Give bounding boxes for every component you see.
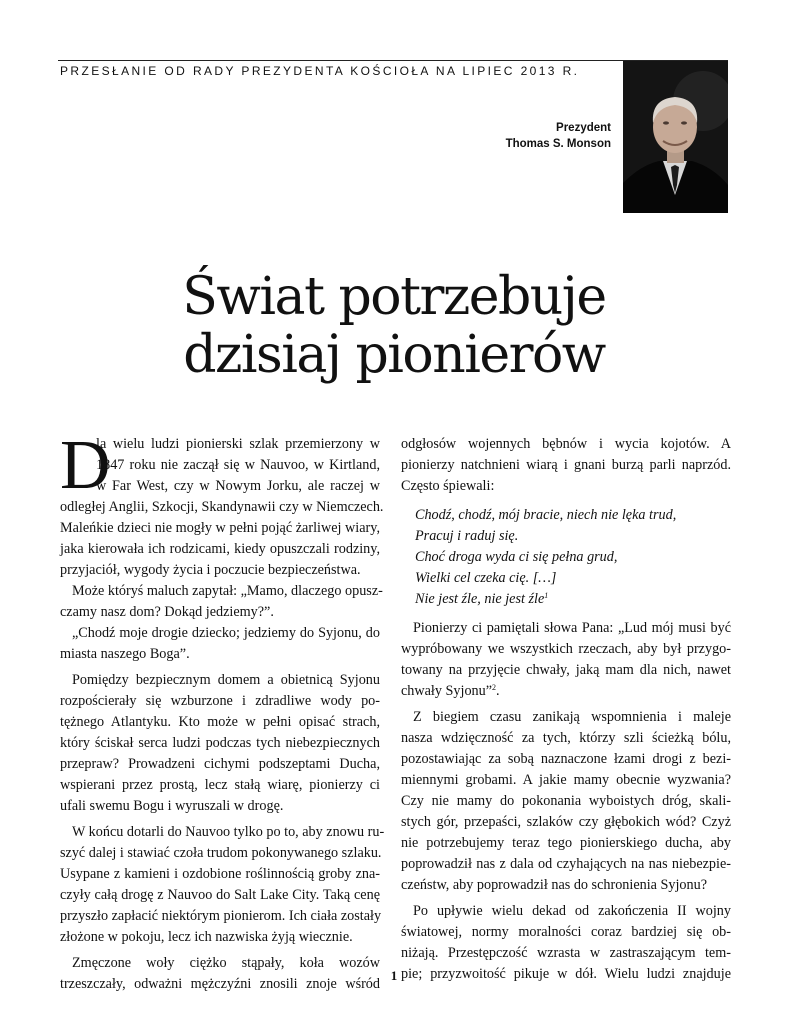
text-line: Czy nie mamy do pokonania wyboistych dróg, skali- <box>401 793 731 809</box>
text-line: przepraw? Prowadzeni cichymi podszeptami Ducha, <box>60 756 380 772</box>
poem-last-line: Nie jest źle, nie jest źle <box>415 591 545 607</box>
text-line: przyszło zapłacić niektórym pionierom. Ich ciała zostały <box>60 908 382 924</box>
poem-line: Wielki cel czeka cię. […] <box>415 570 557 586</box>
title-line-2: dzisiaj pionierów <box>183 325 605 385</box>
text-line: odległej Anglii, Szkocji, Skandynawii czy w Niemczech. <box>60 499 384 515</box>
drop-cap: D <box>60 427 111 504</box>
poem-line <box>401 589 731 610</box>
p1-period: . <box>496 683 500 699</box>
text-line: nie potrzebujemy teraz tego pionierskiego ducha, aby <box>401 835 731 851</box>
text-line: „Chodź moje drogie dziecko; jedziemy do Syjonu, do <box>72 625 380 641</box>
text-line: tężnego Atlantyku. Kto może w pełni opisać strach, <box>60 714 380 730</box>
footnote-ref-2: 2 <box>492 683 497 692</box>
text-line: Maleńkie dzieci nie mogły w pełni pojąć żarliwej wiary, <box>60 520 380 536</box>
left-column <box>60 427 385 995</box>
text-line: światowej, normy moralności coraz bardziej się ob- <box>401 924 731 940</box>
text-line: Pomiędzy bezpiecznym domem a obietnicą Syjonu <box>72 672 380 688</box>
text-line: Po upływie wielu dekad od zakończenia II wojny <box>413 903 731 919</box>
text-line: czyły całą drogę z Nauvoo do Salt Lake City. Taką cenę <box>60 887 380 903</box>
author-role: Prezydent <box>556 122 611 134</box>
text-line: nasza wdzięczność za tych, którzy szli ścieżką bólu, <box>401 730 731 746</box>
text-line: poprowadził nas z dala od czyhających na nas niebezpie- <box>401 856 731 872</box>
text-line: wypróbowany we wszystkich rzeczach, aby był przygo- <box>401 641 731 657</box>
author-name: Thomas S. Monson <box>505 138 611 150</box>
text-line: rozpościerały się wzburzone i zdradliwe wody po- <box>60 693 380 709</box>
text-line: pionierzy natchnieni wiarą i gnani burzą parli naprzód. <box>401 457 731 473</box>
text-line: który ściskał serca ludzi podczas tych niebezpiecznych <box>60 735 380 751</box>
article-title <box>0 268 788 384</box>
text-line: złożone w pokoju, lecz ich nazwiska żyją wiecznie. <box>60 929 353 945</box>
text-line: odgłosów wojennych bębnów i wycia kojotów. A <box>401 436 731 452</box>
text-line: jaka kierowała ich rodzicami, kiedy opuszczali rodziny, <box>60 541 380 557</box>
footnote-ref-1: 1 <box>544 591 549 600</box>
text-line: Z biegiem czasu zanikają wspomnienia i maleje <box>413 709 731 725</box>
author-byline <box>506 120 611 152</box>
poem-line: Chodź, chodź, mój bracie, niech nie lęka trud, <box>415 507 677 523</box>
message-kicker: PRZESŁANIE OD RADY PREZYDENTA KOŚCIOŁA NA LIPIEC 2013 R. <box>60 64 580 78</box>
poem-line: Choć droga wyda ci się pełna grud, <box>415 549 618 565</box>
text-line: ufali swemu Bogu i wyruszali w drogę. <box>60 798 284 814</box>
text-line: miasta naszego Boga”. <box>60 646 190 662</box>
author-portrait <box>623 61 728 213</box>
text-line: wspierani przez prostą, lecz stałą wiarę, pionierzy ci <box>60 777 380 793</box>
text-line <box>401 681 731 702</box>
text-line: Często śpiewali: <box>401 478 495 494</box>
text-line: Może któryś maluch zapytał: „Mamo, dlaczego opusz- <box>72 583 383 599</box>
title-line-1: Świat potrzebuje <box>182 267 606 327</box>
text-line: czamy nasz dom? Dokąd jedziemy?”. <box>60 604 274 620</box>
right-column <box>401 434 731 985</box>
text-line: trzeszczały, odważni mężczyźni znosili znoje wśród <box>60 976 380 992</box>
text-line: pie; przyzwoitość pikuje w dół. Wielu ludzi znajduje <box>401 966 731 982</box>
text-line: czeństw, aby poprowadził nas do schronienia Syjonu? <box>401 877 708 893</box>
poem-line: Pracuj i raduj się. <box>415 528 519 544</box>
text-line: la wielu ludzi pionierski szlak przemierzony w <box>96 436 380 452</box>
text-line: w Far West, czy w Nowym Jorku, ale raczej w <box>96 478 380 494</box>
text-line: Zmęczone woły ciężko stąpały, koła wozów <box>72 955 380 971</box>
text-line: szyć dalej i stawiać czoła trudom pokonywanego szlaku. <box>60 845 382 861</box>
text-line: towany na przyjęcie chwały, jaką mam dla nich, nawet <box>401 662 731 678</box>
text-line: niżają. Przestępczość wzrasta w zastraszającym tem- <box>401 945 731 961</box>
text-line: stych gór, przepaści, szlaków czy głębokich wód? Czyż <box>401 814 731 830</box>
text-line: 1847 roku nie zaczął się w Nauvoo, w Kirtland, <box>96 457 380 473</box>
text-line: W końcu dotarli do Nauvoo tylko po to, aby znowu ru- <box>72 824 385 840</box>
page-number: 1 <box>390 968 398 983</box>
text-line: miennymi grobami. A jakie mamy obecnie wyzwania? <box>401 772 731 788</box>
text-line: Usypane z kamieni i ozdobione roślinnością groby zna- <box>60 866 380 882</box>
text-line: pozostawiając za sobą naznaczone łzami drogi z bezi- <box>401 751 731 767</box>
text-line: Pionierzy ci pamiętali słowa Pana: „Lud mój musi być <box>413 620 731 636</box>
text-line: przyjaciół, wygody życia i poczucie bezpieczeństwa. <box>60 562 361 578</box>
p1-last-line: chwały Syjonu” <box>401 683 493 699</box>
